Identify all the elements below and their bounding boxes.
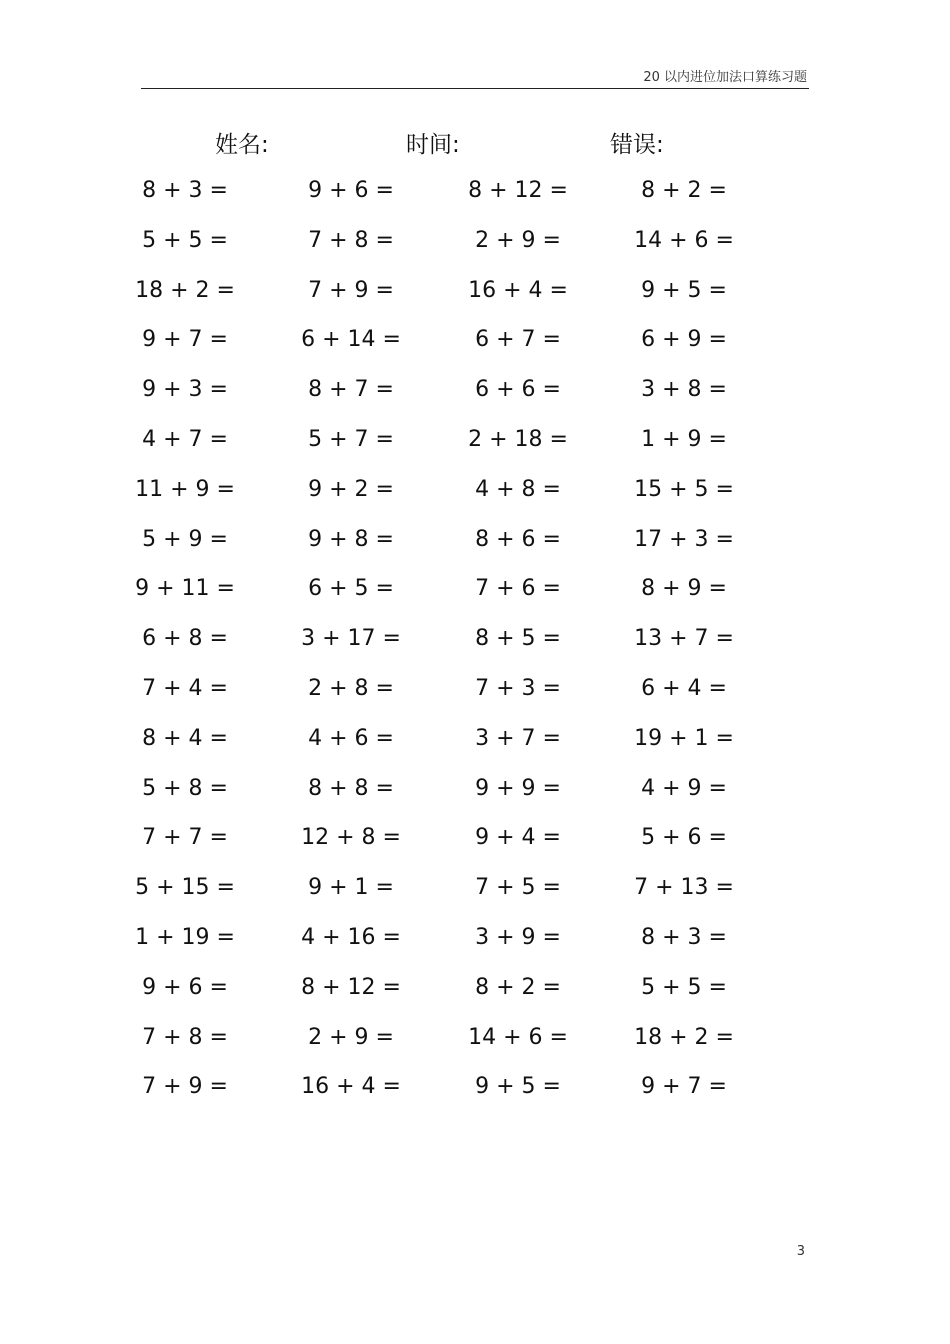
problem-cell: 9 + 2 = [308, 476, 394, 502]
problem-cell: 6 + 4 = [641, 675, 727, 701]
problem-row [0, 567, 950, 617]
problem-cell: 7 + 4 = [142, 675, 228, 701]
problem-row [0, 418, 950, 468]
problem-cell: 8 + 5 = [475, 626, 561, 652]
problem-grid [0, 169, 950, 1115]
problem-cell: 14 + 6 = [634, 227, 734, 253]
problem-cell: 14 + 6 = [468, 1024, 568, 1050]
problem-row [0, 368, 950, 418]
problem-cell: 5 + 5 = [142, 227, 228, 253]
problem-cell: 4 + 7 = [142, 426, 228, 452]
header-divider [141, 88, 809, 89]
problem-cell: 13 + 7 = [634, 626, 734, 652]
problem-cell: 8 + 8 = [308, 775, 394, 801]
problem-cell: 7 + 13 = [634, 875, 734, 901]
problem-cell: 2 + 18 = [468, 426, 568, 452]
problem-cell: 7 + 5 = [475, 875, 561, 901]
problem-cell: 6 + 14 = [301, 327, 401, 353]
problem-cell: 9 + 7 = [142, 327, 228, 353]
problem-row [0, 318, 950, 368]
problem-cell: 3 + 8 = [641, 377, 727, 403]
problem-cell: 4 + 9 = [641, 775, 727, 801]
problem-row [0, 617, 950, 667]
problem-cell: 9 + 5 = [641, 277, 727, 303]
problem-row [0, 816, 950, 866]
problem-cell: 17 + 3 = [634, 526, 734, 552]
problem-row [0, 866, 950, 916]
problem-row [0, 1065, 950, 1115]
problem-cell: 9 + 5 = [475, 1074, 561, 1100]
problem-row [0, 219, 950, 269]
problem-cell: 8 + 3 = [142, 178, 228, 203]
page-number: 3 [796, 1244, 805, 1259]
problem-cell: 8 + 2 = [475, 974, 561, 1000]
problem-row [0, 667, 950, 717]
problem-cell: 6 + 5 = [308, 576, 394, 602]
problem-row [0, 966, 950, 1016]
problem-cell: 8 + 4 = [142, 725, 228, 751]
problem-row [0, 767, 950, 817]
problem-cell: 12 + 8 = [301, 825, 401, 851]
problem-cell: 2 + 9 = [308, 1024, 394, 1050]
problem-cell: 18 + 2 = [135, 277, 235, 303]
problem-cell: 2 + 9 = [475, 227, 561, 253]
problem-row [0, 269, 950, 319]
problem-cell: 9 + 6 = [142, 974, 228, 1000]
problem-cell: 6 + 8 = [142, 626, 228, 652]
problem-cell: 15 + 5 = [634, 476, 734, 502]
problem-cell: 6 + 9 = [641, 327, 727, 353]
problem-cell: 6 + 7 = [475, 327, 561, 353]
student-info-row [0, 126, 950, 160]
problem-cell: 8 + 7 = [308, 377, 394, 403]
problem-cell: 7 + 3 = [475, 675, 561, 701]
problem-cell: 5 + 5 = [641, 974, 727, 1000]
problem-row [0, 468, 950, 518]
problem-cell: 9 + 3 = [142, 377, 228, 403]
problem-cell: 16 + 4 = [468, 277, 568, 303]
problem-cell: 9 + 7 = [641, 1074, 727, 1100]
problem-cell: 7 + 7 = [142, 825, 228, 851]
problem-cell: 5 + 8 = [142, 775, 228, 801]
problem-cell: 9 + 8 = [308, 526, 394, 552]
problem-row [0, 518, 950, 568]
problem-row [0, 717, 950, 767]
name-field-label: 姓名: [215, 132, 269, 158]
problem-cell: 8 + 2 = [641, 178, 727, 203]
problem-cell: 9 + 11 = [135, 576, 235, 602]
problem-cell: 8 + 12 = [301, 974, 401, 1000]
time-field-label: 时间: [406, 132, 460, 158]
problem-cell: 9 + 4 = [475, 825, 561, 851]
problem-cell: 5 + 15 = [135, 875, 235, 901]
problem-cell: 11 + 9 = [135, 476, 235, 502]
problem-row [0, 1016, 950, 1066]
problem-cell: 7 + 6 = [475, 576, 561, 602]
problem-cell: 5 + 7 = [308, 426, 394, 452]
problem-cell: 18 + 2 = [634, 1024, 734, 1050]
problem-cell: 2 + 8 = [308, 675, 394, 701]
problem-cell: 8 + 6 = [475, 526, 561, 552]
problem-cell: 8 + 9 = [641, 576, 727, 602]
problem-cell: 8 + 3 = [641, 924, 727, 950]
problem-cell: 3 + 17 = [301, 626, 401, 652]
problem-cell: 5 + 9 = [142, 526, 228, 552]
problem-row [0, 169, 950, 219]
errors-field-label: 错误: [610, 132, 664, 158]
header-title: 20 以内进位加法口算练习题 [643, 70, 807, 85]
problem-cell: 7 + 8 = [308, 227, 394, 253]
problem-cell: 7 + 8 = [142, 1024, 228, 1050]
problem-cell: 4 + 16 = [301, 924, 401, 950]
problem-cell: 6 + 6 = [475, 377, 561, 403]
problem-cell: 9 + 6 = [308, 178, 394, 203]
problem-cell: 9 + 1 = [308, 875, 394, 901]
problem-cell: 3 + 7 = [475, 725, 561, 751]
problem-cell: 4 + 6 = [308, 725, 394, 751]
problem-cell: 19 + 1 = [634, 725, 734, 751]
problem-row [0, 916, 950, 966]
problem-cell: 4 + 8 = [475, 476, 561, 502]
problem-cell: 5 + 6 = [641, 825, 727, 851]
problem-cell: 7 + 9 = [142, 1074, 228, 1100]
problem-cell: 3 + 9 = [475, 924, 561, 950]
problem-cell: 1 + 9 = [641, 426, 727, 452]
problem-cell: 7 + 9 = [308, 277, 394, 303]
problem-cell: 16 + 4 = [301, 1074, 401, 1100]
problem-cell: 1 + 19 = [135, 924, 235, 950]
problem-cell: 8 + 12 = [468, 178, 568, 203]
problem-cell: 9 + 9 = [475, 775, 561, 801]
